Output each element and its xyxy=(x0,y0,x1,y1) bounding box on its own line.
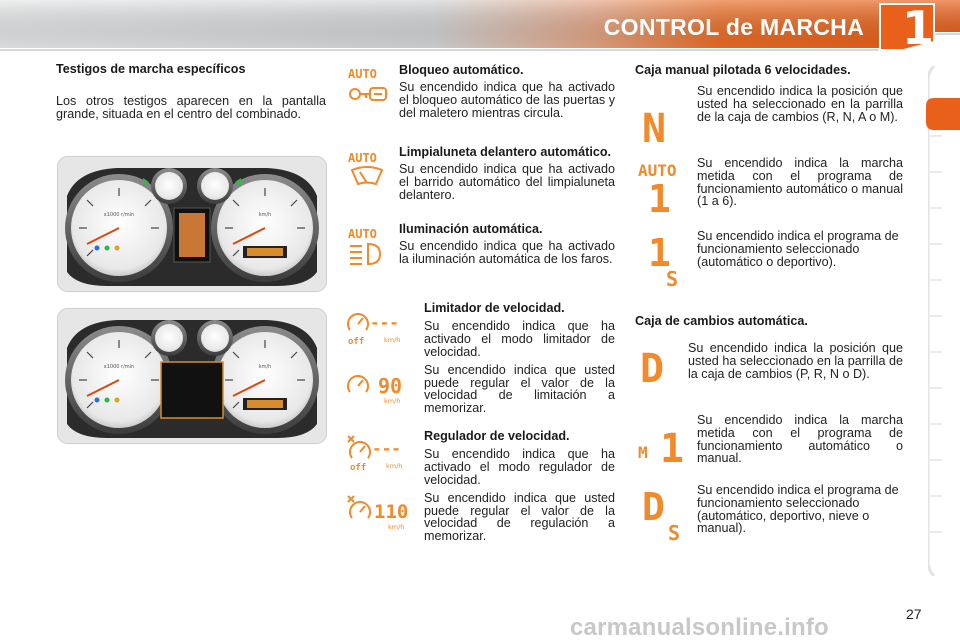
bloqueo-text: Su encendido indica que ha activado el bloqueo automático de las puertas y del maletero mientras circula. xyxy=(399,80,615,120)
gear-d-sport-icon xyxy=(640,482,692,542)
gear-1-label: 1 xyxy=(648,231,671,275)
chapter-number: 1 xyxy=(901,1,934,52)
gear-auto-1-icon xyxy=(636,160,686,214)
limpialuneta-heading: Limpialuneta delantero automático. xyxy=(399,145,612,159)
automatica-d-text: Su encendido indica la posición que usted ha seleccionado en la parrilla de la caja de cambios (P, R, N o D). xyxy=(688,341,903,381)
regulador-text-1: Su encendido indica que ha activado el modo regulador de velocidad. xyxy=(424,447,615,487)
bloqueo-heading: Bloqueo automático. xyxy=(399,63,524,77)
auto-label: AUTO xyxy=(348,151,377,165)
speed-label-2: km/h xyxy=(258,364,272,370)
gear-s-label: S xyxy=(666,267,679,288)
speed-limiter-value-icon xyxy=(344,368,410,406)
auto-lock-warning-icon xyxy=(346,66,390,106)
kmh-label: km/h xyxy=(384,336,401,344)
automatica-m1-text: Su encendido indica la marcha metida con el programa de funcionamiento automático o manual. xyxy=(697,413,903,466)
speed-limiter-off-icon xyxy=(344,306,410,346)
speed-110-label: 110 xyxy=(374,501,409,523)
instrument-cluster-large-display-illustration xyxy=(57,308,327,444)
speed-label: km/h xyxy=(258,212,272,218)
header-band xyxy=(0,0,960,52)
kmh-label: km/h xyxy=(384,397,401,405)
auto-wiper-warning-icon xyxy=(346,150,390,190)
gear-m1-icon xyxy=(636,418,690,466)
auto-label: AUTO xyxy=(348,227,377,241)
limitador-heading: Limitador de velocidad. xyxy=(424,301,565,315)
chapter-tab-bar xyxy=(928,66,956,576)
off-label: off xyxy=(350,463,367,472)
gear-1-sport-icon xyxy=(640,228,690,288)
pilotada-n-text: Su encendido indica la posición que usted ha seleccionado en la parrilla de la caja de cambios (R, N, A o M). xyxy=(697,84,903,124)
left-heading: Testigos de marcha específicos xyxy=(56,62,246,76)
auto-headlights-warning-icon xyxy=(346,226,390,268)
active-chapter-tab xyxy=(924,96,960,132)
rpm-label-2: x1000 r/min xyxy=(103,364,135,370)
auto-label: AUTO xyxy=(348,67,377,81)
kmh-label: km/h xyxy=(388,523,405,531)
dash-label: --- xyxy=(370,313,399,332)
instrument-cluster-illustration xyxy=(57,156,327,292)
dash-label: --- xyxy=(372,439,401,458)
cruise-control-off-icon xyxy=(344,432,414,472)
gear-1-label: 1 xyxy=(648,177,671,214)
watermark: carmanualsonline.info xyxy=(570,614,829,640)
gear-d-icon xyxy=(638,342,682,386)
page-number: 27 xyxy=(906,606,922,622)
pilotada-s1-text: Su encendido indica el programa de funcionamiento seleccionado (automático o deportivo). xyxy=(697,229,899,269)
auto-label: AUTO xyxy=(638,161,677,180)
kmh-label: km/h xyxy=(386,462,403,470)
limitador-text-1: Su encendido indica que ha activado el modo limitador de velocidad. xyxy=(424,319,615,359)
iluminacion-heading: Iluminación automática. xyxy=(399,222,543,236)
gear-n-label: N xyxy=(642,106,667,148)
iluminacion-text: Su encendido indica que ha activado la iluminación automática de los faros. xyxy=(399,239,615,267)
speed-90-label: 90 xyxy=(378,374,403,398)
left-text: Los otros testigos aparecen en la pantalla grande, situada en el centro del combinado. xyxy=(56,94,326,121)
regulador-heading: Regulador de velocidad. xyxy=(424,429,570,443)
gear-d-label: D xyxy=(640,346,665,386)
gear-n-icon xyxy=(638,104,682,148)
automatica-heading: Caja de cambios automática. xyxy=(635,314,808,328)
pilotada-auto1-text: Su encendido indica la marcha metida con el programa de funcionamiento automático o manual (1 a 6). xyxy=(697,156,903,209)
page-title: CONTROL de MARCHA xyxy=(603,14,864,40)
limpialuneta-text: Su encendido indica que ha activado el barrido automático del limpialuneta delantero. xyxy=(399,162,615,202)
limitador-text-2: Su encendido indica que usted puede regular el valor de la velocidad de limitación a memorizar. xyxy=(424,362,615,416)
off-label: off xyxy=(348,337,365,346)
pilotada-heading: Caja manual pilotada 6 velocidades. xyxy=(635,63,851,77)
rpm-label: x1000 r/min xyxy=(103,212,135,218)
gear-m-label: M xyxy=(638,443,648,462)
gear-d-label: D xyxy=(642,485,665,529)
cruise-control-value-icon xyxy=(344,492,414,532)
automatica-ds-text: Su encendido indica el programa de funcionamiento seleccionado (automático, deportivo, nieve o manual). xyxy=(697,483,899,536)
gear-1-label: 1 xyxy=(660,426,685,466)
regulador-text-2: Su encendido indica que usted puede regular el valor de la velocidad de regulación a memorizar. xyxy=(424,490,615,544)
gear-s-label: S xyxy=(668,521,681,542)
